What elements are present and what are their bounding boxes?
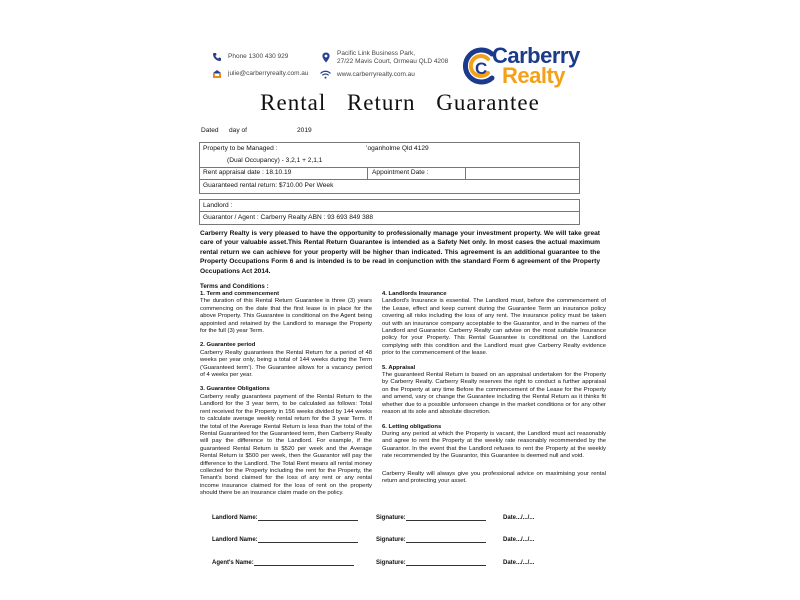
section-2-heading: 2. Guarantee period (200, 342, 256, 349)
section-3-body: Carberry really guarantees payment of the Rental Return to the Landlord for the 3 year term, to be calculated as follows: Total rent received for the Property in 156 weeks divided by 144 weeks to calculate average weekly rental return for the 3 year Term. If the total of the Average Rental Return is less than the total of the Rental Guaranteed for the Guaranteed term, then Carberry Realty will pay the difference to the Landlord. For example, if the guaranteed Rental Return is $520 per week and the Average Rental Return is $500 per week, then the Guarantor will pay the difference to the Landlord. The Total Rent means all rental money collected for the Property including the rent for the Property, the Tenant's bond claimed for the loss of any rent or any rental income insurance claimed for the loss of rent on the property should there be an insurance claim made on the policy. (200, 393, 372, 497)
agent-name-row (212, 560, 354, 566)
section-3-heading: 3. Guarantee Obligations (200, 386, 270, 393)
appointment-date[interactable]: Appointment Date : (372, 169, 429, 176)
landlord-name-label: Landlord Name: (212, 537, 258, 543)
guaranteed-rental-return[interactable]: Guaranteed rental return: $710.00 Per Week (203, 182, 334, 189)
phone-contact (211, 51, 288, 62)
landlord-name-label: Landlord Name: (212, 515, 258, 521)
address-contact (320, 50, 448, 66)
section-4-heading: 4. Landlords Insurance (382, 291, 447, 297)
dated-label: Dated (201, 127, 219, 134)
signature-label: Signature: (376, 560, 406, 566)
property-box-vdivider-1 (367, 167, 368, 179)
signature-input[interactable] (406, 520, 486, 521)
website-url[interactable]: www.carberryrealty.com.au (337, 71, 415, 78)
signature-label: Signature: (376, 537, 406, 543)
terms-right-column (382, 291, 606, 485)
signature-input[interactable] (406, 542, 486, 543)
date-field-2[interactable]: Date.../.../... (503, 537, 535, 543)
intro-paragraph: Carberry Realty is very pleased to have the opportunity to professionally manage your investment property. We will take great care of your valuable asset.This Rental Return Guarantee is intended as a Safety Net only. In most cases the actual maximum rental return we can achieve for your property will be higher than indicated. This agreement is an additional guarantee to the Property Occupations Form 6 and is intended is to be read in conjunction with the standard Form 6 agreement of the Property Occupations Act 2014. (200, 230, 600, 275)
logo-text-realty: Realty (502, 63, 566, 88)
logo-text-carberry: Carberry (492, 43, 580, 68)
closing-statement: Carberry Realty will always give you professional advice on maximising your rental return and protecting your asset. (382, 470, 606, 484)
signature-row-3 (376, 560, 486, 566)
landlord-name-row-2 (212, 537, 358, 543)
signature-input[interactable] (406, 565, 486, 566)
agent-name-label: Agent's Name: (212, 560, 254, 566)
property-box-divider-2 (199, 179, 579, 180)
wifi-icon (320, 69, 331, 80)
section-5-heading: 5. Appraisal (382, 364, 416, 371)
landlord-field[interactable]: Landlord : (203, 202, 233, 209)
date-field-1[interactable]: Date.../.../... (503, 515, 535, 521)
property-address[interactable]: ’oganholme Qld 4129 (366, 145, 429, 152)
dated-year: 2019 (297, 127, 312, 134)
address-line-2: 27/22 Mavis Court, Ormeau QLD 4208 (337, 58, 449, 65)
section-2-body: Carberry Realty guarantees the Rental Return for a period of 48 weeks per year only, being a total of 144 weeks during the Term ('Guaranteed term'). The Guarantee allows for a vacancy period of 4 weeks per year. (200, 349, 372, 379)
signature-row-1 (376, 515, 486, 521)
terms-heading: Terms and Conditions : (200, 283, 269, 290)
property-box-vdivider-2 (465, 167, 466, 179)
phone-icon (211, 51, 222, 62)
property-label: Property to be Managed : (203, 145, 278, 152)
email-contact (211, 68, 309, 79)
section-6-heading: 6. Letting obligations (382, 423, 442, 430)
carberry-realty-logo (458, 44, 588, 88)
agent-name-input[interactable] (254, 565, 354, 566)
email-icon (211, 68, 222, 79)
signature-row-2 (376, 537, 486, 543)
section-1-heading: 1. Term and commencement (200, 291, 280, 297)
document-title: Rental Return Guarantee (260, 90, 540, 115)
section-4-body: Landlord's Insurance is essential. The Landlord must, before the commencement of the Lease, effect and keep current during the Guarantee Term an insurance policy covering all risks including the loss of any rent. The insurance policy must be taken out with an insurance company acceptable to the Guarantor, and in the names of the Landlord and Guarantor. Carberry Realty can advise on the most suitable Insurance policy for your Property. This Rental Guarantee is conditional on the Landlord complying with this condition and the Landlord must give Carberry Realty evidence prior to the commencement of the lease. (382, 298, 606, 357)
parties-box-divider (199, 211, 579, 212)
website-contact (320, 69, 415, 80)
guarantor-agent-field[interactable]: Guarantor / Agent : Carberry Realty ABN : 93 693 849 388 (203, 214, 374, 221)
rent-appraisal-date[interactable]: Rent appraisal date : 18.10.19 (203, 169, 292, 176)
section-5-body: The guaranteed Rental Return is based on an appraisal undertaken for the Property by Carberry Realty. Carberry Realty reserves the right to conduct a further appraisal on the Property at any time Before the commencement of the Lease for the Property and amend, vary or change the Guarantee including the Rental Return as it thinks fit whether due to a possible unforseen change in the market conditions or for any other reason at its sole and absolute discretion. (382, 372, 606, 416)
email-address[interactable]: julie@carberryrealty.com.au (228, 70, 309, 77)
landlord-name-input[interactable] (258, 542, 358, 543)
location-pin-icon (320, 52, 331, 63)
landlord-name-input[interactable] (258, 520, 358, 521)
signature-label: Signature: (376, 515, 406, 521)
section-1-body: The duration of this Rental Return Guarantee is three (3) years commencing on the date that the first lease is in place for the above Property. This Guarantee is conditional on the Agent being appointed and retained by the Landlord to manage the Property for the full (3) year Term. (200, 298, 372, 335)
svg-text:C: C (475, 59, 488, 78)
terms-left-column (200, 291, 372, 498)
dated-day: day of (229, 127, 247, 134)
property-occupancy: (Dual Occupancy) - 3,2,1 + 2,1,1 (227, 157, 323, 164)
address-line-1: Pacific Link Business Park, (337, 50, 416, 57)
section-6-body: During any period at which the Property is vacant, the Landlord must act reasonably and agree to rent the Property at the weekly rate reasonably recommended by the Guarantor. In the event that the Landlord refuses to rent the Property at the weekly rate recommended by the Guarantor, this Guarantee is deemed null and void. (382, 430, 606, 460)
landlord-name-row-1 (212, 515, 358, 521)
phone-number[interactable]: Phone 1300 430 929 (228, 53, 289, 60)
date-field-3[interactable]: Date.../.../... (503, 560, 535, 566)
